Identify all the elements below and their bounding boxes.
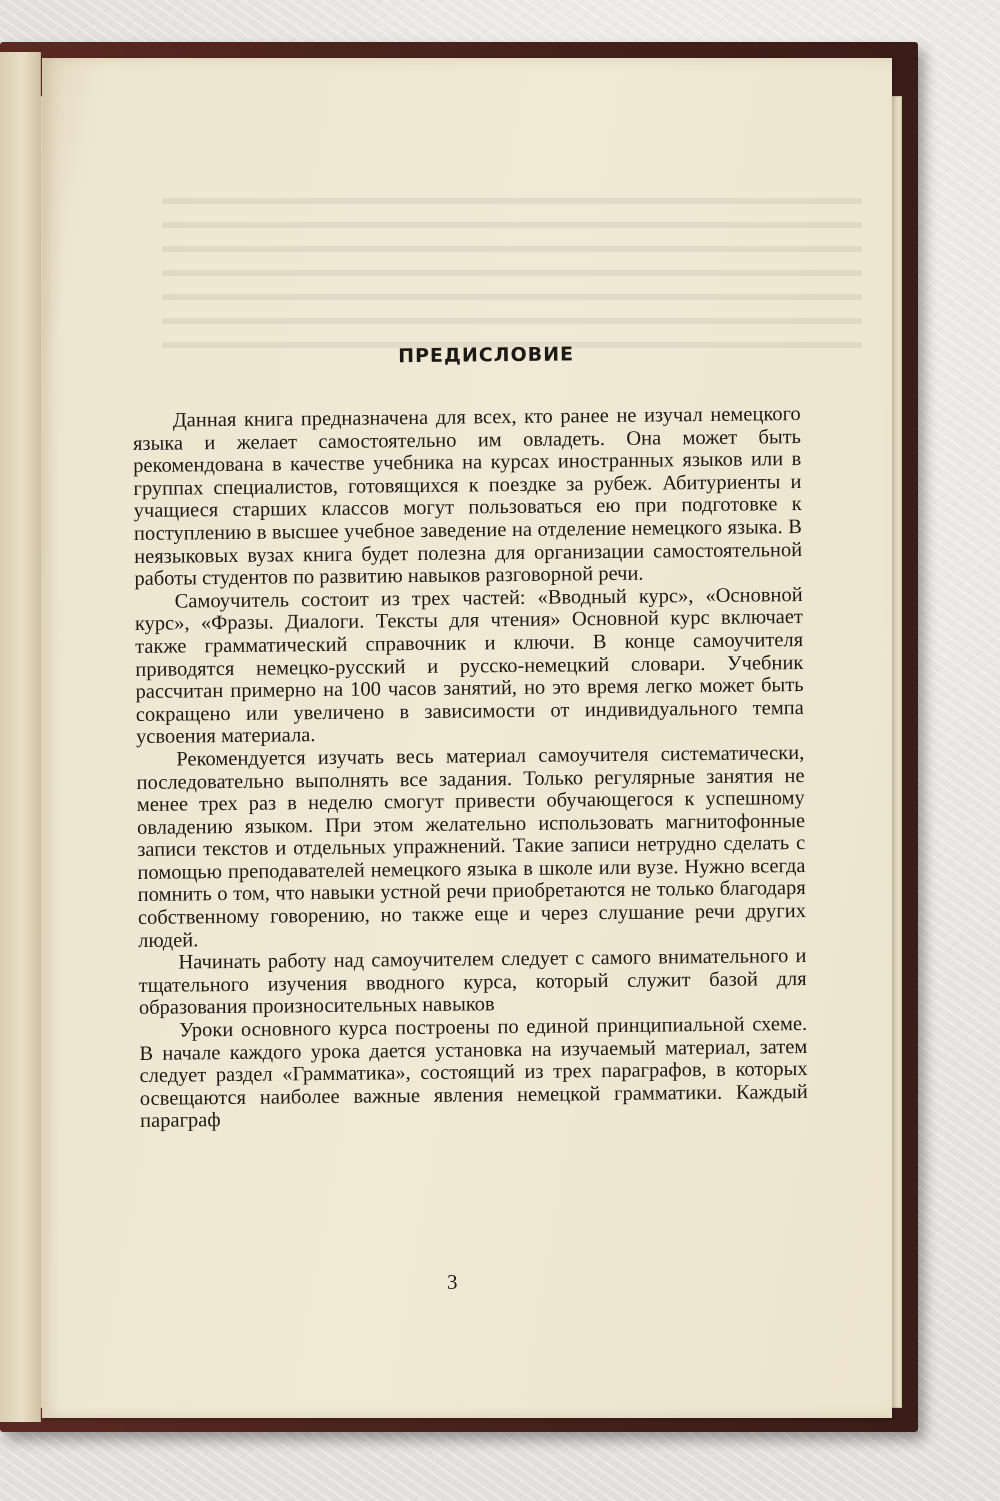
paragraph: Самоучитель состоит из трех частей: «Вводный курс», «Основной курс», «Фразы. Диалоги. Тексты для чтения» Основной курс включает также грамматический справочник и ключи. В конце самоучителя приводятся немецко-русский и русско-немецкий словари. Учебник рассчитан примерно на 100 часов занятий, но это время легко может быть сокращено или увеличено в зависимости от индивидуального темпа усвоения материала. xyxy=(134,583,804,749)
paragraph: Начинать работу над самоучителем следует с самого внимательного и тщательного изучения вводного курса, который служит базой для образования произносительных навыков xyxy=(138,945,807,1020)
book-page xyxy=(42,58,892,1418)
paragraph: Уроки основного курса построены по единой принципиальной схеме. В начале каждого урока дается установка на изучаемый материал, затем следует раздел «Грамматика», состоящий из трех параграфов, в которых освещаются наиболее важные явления немецкой грамматики. Каждый параграф xyxy=(139,1012,808,1133)
text-block xyxy=(132,341,808,1133)
show-through-text xyxy=(162,198,862,358)
page-number: 3 xyxy=(447,1270,458,1294)
page-title: ПРЕДИСЛОВИЕ xyxy=(398,343,575,368)
paragraph: Рекомендуется изучать весь материал самоучителя систематически, последовательно выполнять все задания. Только регулярные занятия не менее трех раз в неделю смогут привести обучающегося к успешному овладению языком. При этом желательно использовать магнитофонные записи текстов и отдельных упражнений. Такие записи нетрудно сделать с помощью преподавателей немецкого языка в школе или вузе. Нужно всегда помнить о том, что навыки устной речи приобретаются не только благодаря собственному говорению, но также еще и через слушание речи других людей. xyxy=(136,741,807,952)
book-page-edges xyxy=(0,52,41,1422)
paragraph: Данная книга предназначена для всех, кто ранее не изучал немецкого языка и желает самостоятельно им овладеть. Она может быть рекомендована в качестве учебника на курсах иностранных языков или в группах специалистов, готовящихся к поездке за рубеж. Абитуриенты и учащиеся старших классов могут пользоваться ею при подготовке к поступлению в высшее учебное заведение на отделение немецкого языка. В неязыковых вузах книга будет полезна для организации самостоятельной работы студентов по развитию навыков разговорной речи. xyxy=(132,403,803,591)
